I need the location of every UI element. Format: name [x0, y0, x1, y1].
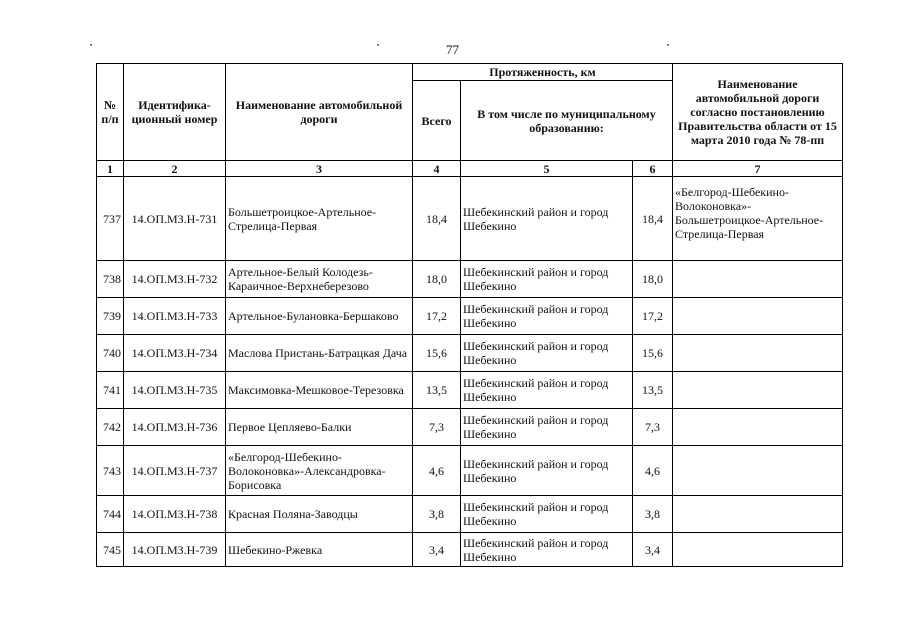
length-total: 15,6 [413, 335, 461, 372]
municipality: Шебекинский район и город Шебекино [461, 496, 633, 533]
length-part: 7,3 [633, 409, 673, 446]
table-row [97, 446, 843, 496]
row-number: 737 [97, 177, 124, 261]
length-part: 18,0 [633, 261, 673, 298]
length-part: 15,6 [633, 335, 673, 372]
header-identifier: Идентифика-ционный номер [124, 64, 226, 161]
length-total: 17,2 [413, 298, 461, 335]
road-name: Артельное-Белый Колодезь-Караичное-Верхнеберезово [226, 261, 413, 298]
header-road-name: Наименование автомобильной дороги [226, 64, 413, 161]
length-part: 18,4 [633, 177, 673, 261]
column-number: 5 [461, 161, 633, 177]
road-name: Артельное-Булановка-Бершаково [226, 298, 413, 335]
length-total: 3,4 [413, 533, 461, 567]
row-number: 744 [97, 496, 124, 533]
length-part: 4,6 [633, 446, 673, 496]
municipality: Шебекинский район и город Шебекино [461, 446, 633, 496]
header-municipality: В том числе по муниципальному образованию: [461, 81, 673, 161]
column-number: 3 [226, 161, 413, 177]
header-old-name: Наименование автомобильной дороги согласно постановлению Правительства области от 15 марта 2010 года № 78-пп [673, 64, 843, 161]
row-number: 740 [97, 335, 124, 372]
road-identifier: 14.ОП.МЗ.Н-738 [124, 496, 226, 533]
old-road-name [673, 446, 843, 496]
roads-table [96, 63, 843, 567]
municipality: Шебекинский район и город Шебекино [461, 372, 633, 409]
old-road-name [673, 261, 843, 298]
row-number: 738 [97, 261, 124, 298]
old-road-name: «Белгород-Шебекино-Волоконовка»-Большетроицкое-Артельное-Стрелица-Первая [673, 177, 843, 261]
table-row [97, 177, 843, 261]
column-number: 1 [97, 161, 124, 177]
road-name: Максимовка-Мешковое-Терезовка [226, 372, 413, 409]
row-number: 742 [97, 409, 124, 446]
road-name: Маслова Пристань-Батрацкая Дача [226, 335, 413, 372]
road-identifier: 14.ОП.МЗ.Н-732 [124, 261, 226, 298]
table-row [97, 335, 843, 372]
road-identifier: 14.ОП.МЗ.Н-737 [124, 446, 226, 496]
table-row [97, 261, 843, 298]
column-number: 7 [673, 161, 843, 177]
row-number: 741 [97, 372, 124, 409]
road-identifier: 14.ОП.МЗ.Н-734 [124, 335, 226, 372]
row-number: 745 [97, 533, 124, 567]
column-number-row [97, 161, 843, 177]
old-road-name [673, 409, 843, 446]
length-total: 7,3 [413, 409, 461, 446]
length-part: 13,5 [633, 372, 673, 409]
old-road-name [673, 298, 843, 335]
old-road-name [673, 496, 843, 533]
table-row [97, 496, 843, 533]
length-total: 18,0 [413, 261, 461, 298]
table-row [97, 372, 843, 409]
road-name: Красная Поляна-Заводцы [226, 496, 413, 533]
column-number: 6 [633, 161, 673, 177]
old-road-name [673, 372, 843, 409]
header-length-group: Протяженность, км [413, 64, 673, 81]
length-total: 3,8 [413, 496, 461, 533]
road-name: Первое Цепляево-Балки [226, 409, 413, 446]
road-name: Большетроицкое-Артельное-Стрелица-Первая [226, 177, 413, 261]
road-identifier: 14.ОП.МЗ.Н-739 [124, 533, 226, 567]
municipality: Шебекинский район и город Шебекино [461, 335, 633, 372]
municipality: Шебекинский район и город Шебекино [461, 298, 633, 335]
length-part: 3,4 [633, 533, 673, 567]
road-name: Шебекино-Ржевка [226, 533, 413, 567]
table-row [97, 533, 843, 567]
row-number: 743 [97, 446, 124, 496]
header-number: № п/п [97, 64, 124, 161]
column-number: 2 [124, 161, 226, 177]
road-identifier: 14.ОП.МЗ.Н-736 [124, 409, 226, 446]
row-number: 739 [97, 298, 124, 335]
length-part: 17,2 [633, 298, 673, 335]
page-number: 77 [446, 42, 459, 57]
length-total: 4,6 [413, 446, 461, 496]
municipality: Шебекинский район и город Шебекино [461, 533, 633, 567]
road-identifier: 14.ОП.МЗ.Н-733 [124, 298, 226, 335]
length-part: 3,8 [633, 496, 673, 533]
column-number: 4 [413, 161, 461, 177]
length-total: 18,4 [413, 177, 461, 261]
table-row [97, 409, 843, 446]
length-total: 13,5 [413, 372, 461, 409]
road-name: «Белгород-Шебекино-Волоконовка»-Александровка-Борисовка [226, 446, 413, 496]
road-identifier: 14.ОП.МЗ.Н-731 [124, 177, 226, 261]
municipality: Шебекинский район и город Шебекино [461, 261, 633, 298]
old-road-name [673, 533, 843, 567]
table-row [97, 298, 843, 335]
header-total: Всего [413, 81, 461, 161]
road-identifier: 14.ОП.МЗ.Н-735 [124, 372, 226, 409]
municipality: Шебекинский район и город Шебекино [461, 177, 633, 261]
old-road-name [673, 335, 843, 372]
municipality: Шебекинский район и город Шебекино [461, 409, 633, 446]
